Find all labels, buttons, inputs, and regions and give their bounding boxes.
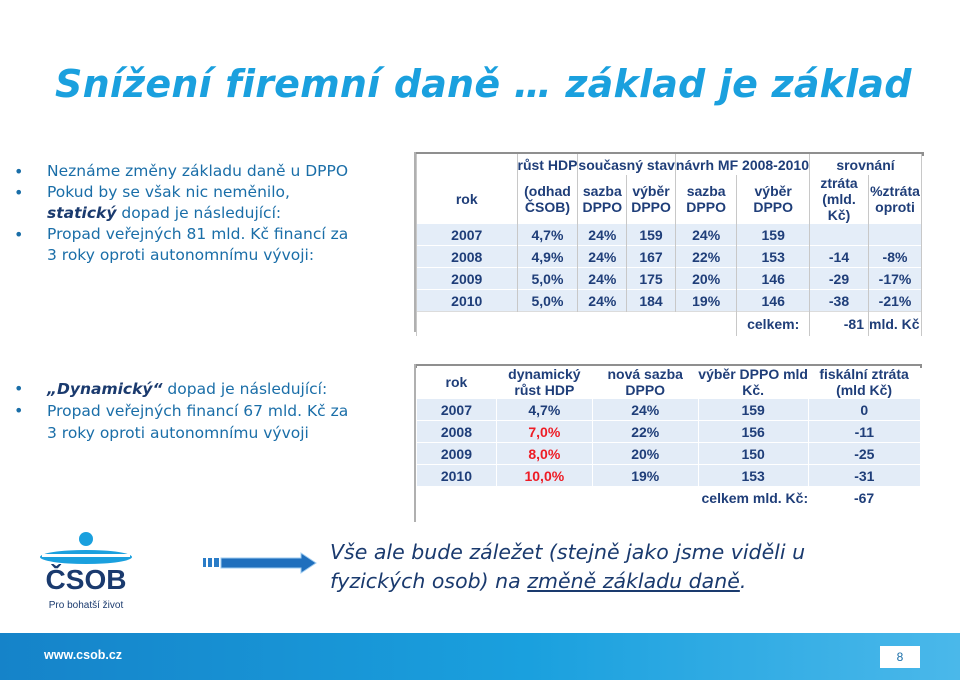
arrow-right-icon [203, 552, 317, 574]
logo-tagline: Pro bohatší život [48, 600, 124, 611]
table-row: 2009 8,0% 20% 150 -25 [417, 443, 921, 465]
header-cell: dynamický růst HDP [496, 366, 592, 399]
header-cell: ztráta (mld. Kč) [810, 175, 869, 224]
logo-mark-icon [38, 530, 133, 615]
bullet-item: • Propad veřejných 81 mld. Kč financí za 3 roky oproti autonomnímu vývoji: [14, 224, 409, 266]
static-impact-bullets [14, 161, 409, 266]
bullet-item: • „Dynamický“ dopad je následující: [14, 378, 414, 400]
table-row: 2007 4,7% 24% 159 0 [417, 399, 921, 421]
conclusion-text: Vše ale bude záležet (stejně jako jsme viděli u fyzických osob) na změně základu daně. [330, 540, 806, 593]
bullet-item: • Propad veřejných financí 67 mld. Kč za 3 roky oproti autonomnímu vývoji [14, 400, 414, 444]
header-cell: %ztráta oproti [869, 175, 922, 224]
table-row: 2007 4,7% 24% 159 24% 159 [417, 224, 922, 246]
static-impact-table [416, 154, 922, 336]
bold-term: statický [47, 204, 117, 222]
footer-bar [0, 633, 960, 680]
header-cell: rok [417, 366, 497, 399]
table-row: 2010 5,0% 24% 184 19% 146 -38 -21% [417, 290, 922, 312]
header-cell: růst HDP [517, 154, 578, 175]
total-value: -81 [810, 312, 869, 337]
csob-logo [38, 530, 133, 615]
header-cell: nová sazba DPPO [592, 366, 698, 399]
table-row: 2008 4,9% 24% 167 22% 153 -14 -8% [417, 246, 922, 268]
total-value: -67 [808, 486, 920, 510]
underlined-term: změně základu daně [527, 569, 740, 593]
total-row [417, 486, 921, 510]
total-label: celkem: [737, 312, 810, 337]
total-unit: mld. Kč [869, 312, 922, 337]
header-cell: rok [417, 175, 518, 224]
table-row: 2008 7,0% 22% 156 -11 [417, 421, 921, 443]
header-cell: výběr DPPO mld Kč. [698, 366, 808, 398]
slide-title: Snížení firemní daně … základ je základ [55, 62, 912, 106]
bold-term: „Dynamický“ [47, 380, 163, 398]
footer-url[interactable]: www.csob.cz [44, 648, 123, 662]
logo-wordmark: ČSOB [45, 564, 127, 595]
bullet-item: • Pokud by se však nic neměnilo, statický dopad je následující: [14, 182, 409, 224]
header-cell: výběr DPPO [737, 175, 810, 224]
bullet-item: • Neznáme změny základu daně u DPPO [14, 161, 409, 182]
dynamic-impact-table [416, 366, 920, 510]
table-row: 2009 5,0% 24% 175 20% 146 -29 -17% [417, 268, 922, 290]
dynamic-impact-bullets [14, 378, 414, 444]
header-cell: sazba DPPO [675, 175, 736, 224]
total-label: celkem mld. Kč: [698, 486, 808, 510]
header-cell: sazba DPPO [578, 175, 627, 224]
header-cell: (odhad ČSOB) [517, 175, 578, 224]
header-cell: současný stav [578, 154, 676, 175]
header-cell: výběr DPPO [627, 175, 676, 224]
total-row [417, 312, 922, 337]
header-cell: srovnání [810, 154, 922, 175]
table-row: 2010 10,0% 19% 153 -31 [417, 465, 921, 487]
header-cell: fiskální ztráta (mld Kč) [808, 366, 920, 399]
page-number: 8 [880, 646, 920, 668]
header-cell: návrh MF 2008-2010 [675, 154, 809, 175]
